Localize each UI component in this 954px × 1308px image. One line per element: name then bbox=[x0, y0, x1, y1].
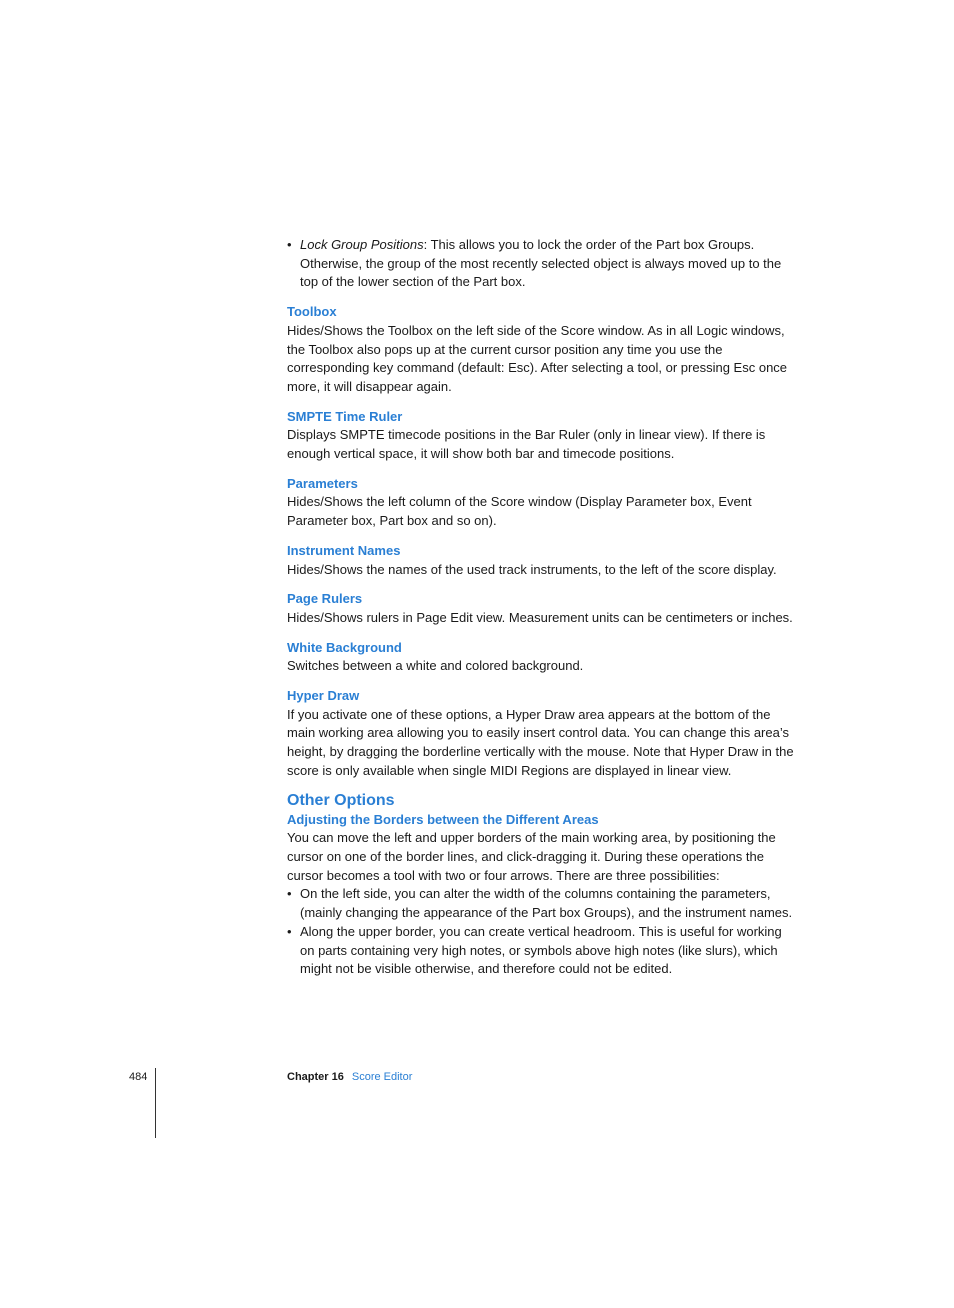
section-body-hyper-draw: If you activate one of these options, a Hyper Draw area appears at the bottom of the main working area allowing you to easily insert control data. You can change this area’s height, by dragging the borderline vertically with the mouse. Note that Hyper Draw in the score is only available when single MIDI Regions are displayed in linear view. bbox=[287, 706, 794, 778]
section-heading-smpte-time-ruler: SMPTE Time Ruler bbox=[287, 408, 403, 424]
borders-body: You can move the left and upper borders of the main working area, by positioning the cursor on one of the border lines, and click-dragging it. During these operations the cursor becomes a tool with two or four arrows. There are three possibilities: bbox=[287, 830, 776, 883]
bullet-icon: • bbox=[287, 923, 292, 939]
bullet-term: Lock Group Positions bbox=[300, 237, 424, 252]
chapter-footer bbox=[287, 1070, 412, 1084]
section-body-parameters: Hides/Shows the left column of the Score window (Display Parameter box, Event Parameter box, Part box and so on). bbox=[287, 494, 752, 529]
list-item bbox=[287, 236, 795, 292]
chapter-title: Score Editor bbox=[351, 1071, 413, 1083]
borders-subheading: Adjusting the Borders between the Different Areas bbox=[287, 811, 599, 827]
section-heading-page-rulers: Page Rulers bbox=[287, 591, 363, 607]
section-heading-instrument-names: Instrument Names bbox=[287, 542, 401, 558]
bullet-text: Along the upper border, you can create vertical headroom. This is useful for working on parts containing very high notes, or symbols above high notes (like slurs), which might not be visible otherwise, and therefore could not be edited. bbox=[300, 923, 782, 977]
section-heading-toolbox: Toolbox bbox=[287, 304, 337, 320]
bullet-text: On the left side, you can alter the width of the columns containing the parameters, (mainly changing the appearance of the Part box Groups), and the instrument names. bbox=[300, 886, 793, 921]
section-heading-parameters: Parameters bbox=[287, 475, 358, 491]
bullet-text: : This allows you to lock the order of the Part box Groups. Otherwise, the group of the most recently selected object is always moved up to the top of the lower section of the Part box. bbox=[300, 237, 782, 290]
chapter-label: Chapter 16 bbox=[287, 1071, 344, 1083]
list-item bbox=[287, 923, 795, 979]
bullet-icon: • bbox=[287, 237, 292, 252]
section-heading-white-background: White Background bbox=[287, 639, 402, 655]
section-body-white-background: Switches between a white and colored background. bbox=[287, 658, 584, 674]
page-content bbox=[287, 236, 795, 979]
list-item bbox=[287, 885, 795, 922]
section-body-page-rulers: Hides/Shows rulers in Page Edit view. Measurement units can be centimeters or inches. bbox=[287, 609, 793, 625]
section-body-smpte-time-ruler: Displays SMPTE timecode positions in the Bar Ruler (only in linear view). If there is enough vertical space, it will show both bar and timecode positions. bbox=[287, 427, 766, 462]
section-body-toolbox: Hides/Shows the Toolbox on the left side of the Score window. As in all Logic windows, the Toolbox also pops up at the current cursor position any time you use the corresponding key command (default: Esc). After selecting a tool, or pressing Esc once more, it will disappear again. bbox=[287, 322, 788, 394]
bullet-icon: • bbox=[287, 886, 292, 902]
footer-divider bbox=[155, 1068, 156, 1138]
page-number: 484 bbox=[129, 1071, 148, 1083]
other-options-title: Other Options bbox=[287, 791, 395, 809]
section-heading-hyper-draw: Hyper Draw bbox=[287, 688, 360, 704]
section-body-instrument-names: Hides/Shows the names of the used track instruments, to the left of the score display. bbox=[287, 561, 777, 577]
